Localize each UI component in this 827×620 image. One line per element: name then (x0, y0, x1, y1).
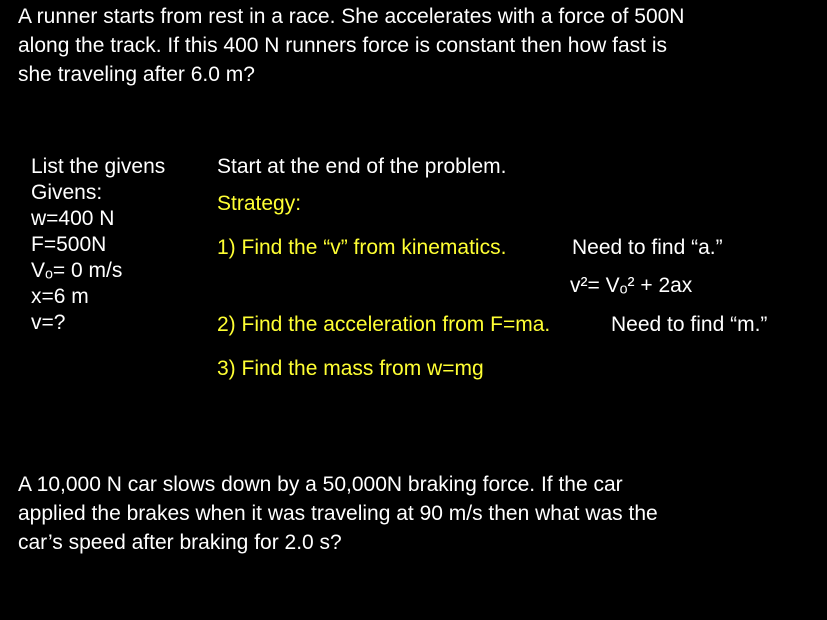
strategy-step-2: 2) Find the acceleration from F=ma. (217, 313, 551, 336)
strategy-intro: Start at the end of the problem. (217, 155, 507, 178)
problem-1-text (18, 2, 684, 89)
strategy-step-3: 3) Find the mass from w=mg (217, 357, 484, 380)
given-initial-velocity: Vₒ= 0 m/s (31, 259, 123, 282)
givens-label: Givens: (31, 181, 103, 204)
givens-heading: List the givens (31, 155, 166, 178)
problem-2-line: applied the brakes when it was traveling at 90 m/s then what was the (18, 502, 658, 525)
kinematics-equation: v²= Vₒ² + 2ax (570, 274, 693, 297)
given-force: F=500N (31, 233, 107, 256)
strategy-step-2-note: Need to find “m.” (611, 313, 768, 336)
problem-2-text (18, 470, 658, 557)
problem-1-line: A runner starts from rest in a race. She accelerates with a force of 500N (18, 5, 685, 28)
problem-2-line: A 10,000 N car slows down by a 50,000N braking force. If the car (18, 473, 623, 496)
problem-1-line: she traveling after 6.0 m? (18, 63, 255, 86)
strategy-step-1: 1) Find the “v” from kinematics. (217, 236, 507, 259)
givens-list (31, 154, 165, 336)
problem-2-line: car’s speed after braking for 2.0 s? (18, 531, 342, 554)
problem-1-line: along the track. If this 400 N runners force is constant then how fast is (18, 34, 668, 57)
strategy-label: Strategy: (217, 192, 302, 215)
given-unknown-velocity: v=? (31, 311, 66, 334)
given-weight: w=400 N (31, 207, 115, 230)
strategy-step-1-note: Need to find “a.” (572, 236, 723, 259)
given-distance: x=6 m (31, 285, 89, 308)
